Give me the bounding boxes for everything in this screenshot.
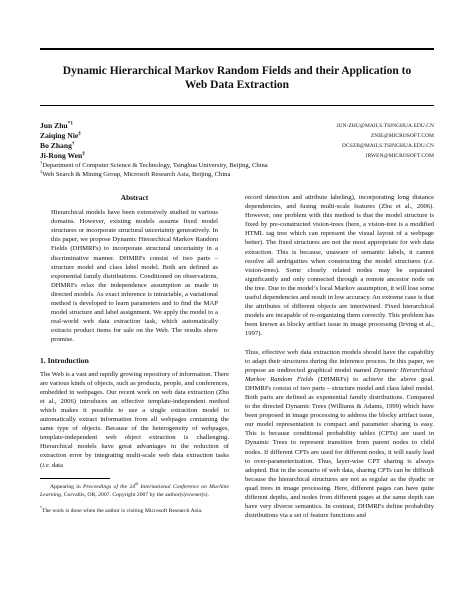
abstract-body: Hierarchical models have been extensively studied in various domains. However, existing models assume fixed model structures or incorporate structural uncertainty generatively. In this paper, we propose Dynamic Hierarchical Markov Random Fields (DHMRFs) to incorporate structural uncertainty in a discriminative manner. DHMRFs consist of two parts – structure model and class label model. Both are defined as exponential family distributions. Conditioned on observations, DHMRFs relax the independence assumption as made in directed models. As exact inference is intractable, a variational method is developed to learn parameters and to find the MAP model structure and label assignment. We apply the model to a real-world web data extraction task, which automatically extracts product items for sale on the Web. The results show promise. bbox=[51, 209, 218, 344]
right-column bbox=[245, 193, 434, 520]
author-name: Ji-Rong Wen‡ bbox=[40, 150, 85, 160]
author-email[interactable]: ZNIE@MICROSOFT.COM bbox=[370, 133, 434, 139]
body-paragraph: Thus, effective web data extraction models should have the capability to adapt their structures during the inference process. In this paper, we propose an undirected graphical model named Dynamic Hierarchical Markov Random Fields (DHMRFs) to achieve the above goal. DHMRFs consist of two parts – structure model and class label model. Both parts are defined as exponential family distributions. Compared to the directed Dynamic Trees (Williams & Adams, 1999) which have been proposed in image processing to address the blocky artifact issue, our model representation is compact and parameter sharing is easy. This is because conditional probability tables (CPTs) are used in Dynamic Trees to represent transition from parent nodes to child nodes. If different CPTs are used for different nodes, it will easily lead to over-parameterization. Thus, layer-wise CPT sharing is always adopted. But in the scenario of web data, sharing CPTs can be difficult because the hierarchical structures are not as regular as the dyadic or quad trees in image processing. Here, different pages can have quite different depths, and nodes from different pages at the same depth can have very diverse semantics. In contrast, DHMRFs define probability distributions via a set of feature functions and bbox=[245, 348, 434, 520]
abstract-heading: Abstract bbox=[120, 193, 149, 202]
paper-title bbox=[40, 64, 434, 92]
footnote-proceedings: Appearing in Proceedings of the 24th International Conference on Machine Learning, Corvallis, OR, 2007. Copyright 2007 by the author(s)/owner(s). bbox=[40, 481, 230, 498]
author-email[interactable]: DCSZB@MAILS.TSINGHUA.EDU.CN bbox=[342, 143, 434, 149]
title-rule bbox=[40, 105, 434, 106]
footnote-rule bbox=[40, 478, 110, 479]
body-paragraph: The Web is a vast and rapidly growing repository of information. There are various kinds of objects, such as products, people, and conferences, embedded in webpages. Our recent work on web data extraction (Zhu et al., 2006) introduces an effective template-independent method which makes it possible to use a single extraction model to automatically extract information from all webpages containing the same type of objects. Because of the heterogeneity of webpages, template-independent web object extraction is challenging. Hierarchical models have great advantages in the reduction of extraction error by integrating multi-scale web data extraction tasks (i.e. data bbox=[40, 370, 230, 469]
author-name: Jun Zhu$^{*1}$ bbox=[40, 120, 73, 130]
body-paragraph: record detection and attribute labeling), incorporating long distance dependencies, and fusing multi-scale features (Zhu et al., 2006). However, one problem with this method is that the model structure is fixed by pre-constructed vision-trees (here, a vision-tree is a modified HTML tag tree which can represent the visual layout of a webpage better). The fixed structures are not the most appropriate for web data extraction. This is because, unaware of semantic labels, it cannot resolve all ambiguities when constructing the model structures (i.e. vision-trees). Some closely related nodes may be separated significantly and only connected through a remote ancestor node on the tree. Due to the model’s local Markov assumption, it will lose some useful dependencies and result in low accuracy. An extreme case is that the attributes of different objects are intertwined. Fixed hierarchical models are incapable of re-organizing them correctly. This problem has been known as blocky artifact issue in image processing (Irving et al., 1997). bbox=[245, 194, 434, 338]
left-column bbox=[40, 193, 229, 515]
title-line-2: Web Data Extraction bbox=[184, 79, 290, 91]
footnote-visiting: *The work is done when the author is visiting Microsoft Research Asia. bbox=[40, 505, 203, 515]
affiliation: †Department of Computer Science & Technology, Tsinghua University, Beijing, China bbox=[40, 159, 268, 169]
author-name: Bo Zhang† bbox=[40, 140, 75, 150]
author-email[interactable]: JRWEN@MICROSOFT.COM bbox=[365, 153, 434, 159]
top-rule bbox=[40, 48, 434, 50]
author-name: Zaiqing Nie‡ bbox=[40, 130, 81, 140]
affiliation: ‡Web Search & Mining Group, Microsoft Research Asia, Beijing, China bbox=[40, 168, 231, 178]
author-email[interactable]: JUN-ZHU@MAILS.TSINGHUA.EDU.CN bbox=[336, 123, 434, 129]
title-line-1: Dynamic Hierarchical Markov Random Fields and their Application to bbox=[62, 65, 412, 77]
section-heading: 1. Introduction bbox=[40, 355, 89, 365]
